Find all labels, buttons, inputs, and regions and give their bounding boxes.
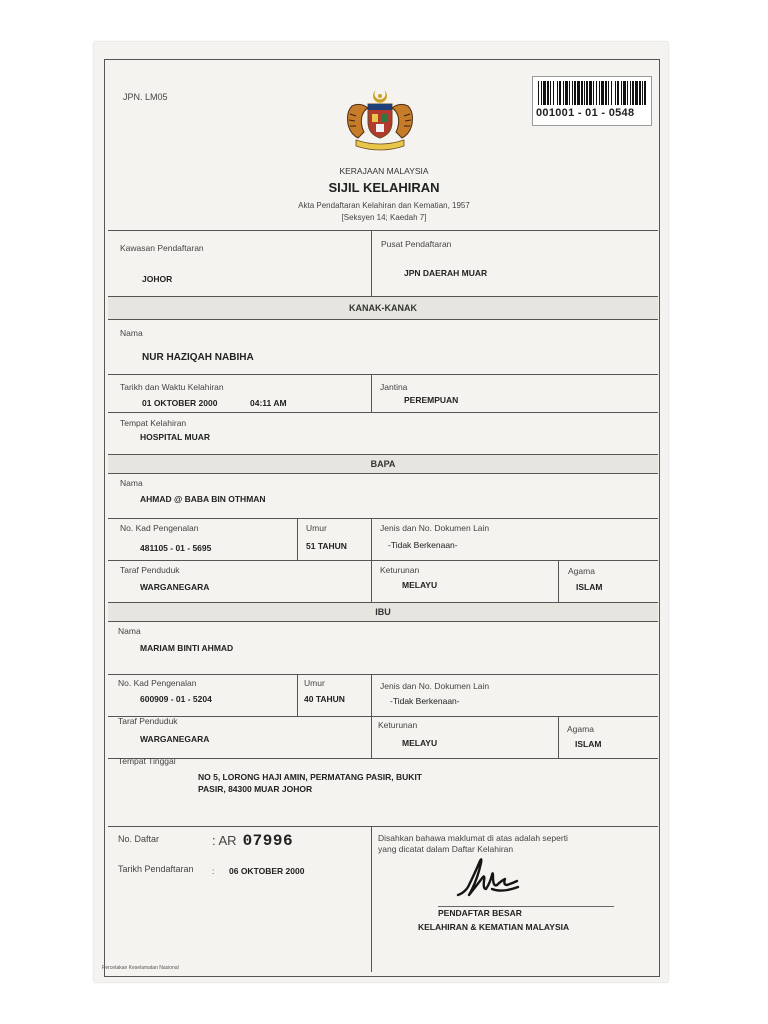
child-pob-label: Tempat Kelahiran [120,418,187,428]
divider [108,374,658,375]
father-ic-value: 481105 - 01 - 5695 [140,543,212,553]
divider [371,674,372,716]
coat-of-arms-icon [338,86,422,152]
barcode-bar [553,81,554,105]
barcode-bar [621,81,622,105]
father-religion-label: Agama [568,566,595,576]
mother-name-value: MARIAM BINTI AHMAD [140,643,234,653]
mother-race-label: Keturunan [378,720,418,730]
barcode-icon [537,81,647,105]
child-dob-label: Tarikh dan Waktu Kelahiran [120,382,224,392]
mother-name-label: Nama [118,626,141,636]
barcode-bar [541,81,542,105]
printer-imprint: Percetakan Keselamatan Nasional [102,965,179,971]
father-name-value: AHMAD @ BABA BIN OTHMAN [140,494,266,504]
address-line-2: PASIR, 84300 MUAR JOHOR [198,784,313,794]
registration-area-label: Kawasan Pendaftaran [120,243,204,253]
child-pob-value: HOSPITAL MUAR [140,432,211,442]
divider [371,560,372,602]
reg-no-value: 07996 [242,832,294,850]
father-section-heading: BAPA [108,454,658,474]
child-name-value: NUR HAZIQAH NABIHA [142,352,254,363]
divider [371,230,372,296]
barcode-bar [589,81,592,105]
barcode-bar [565,81,568,105]
barcode-bar [569,81,570,105]
barcode-bar [617,81,619,105]
barcode-bar [572,81,573,105]
barcode-bar [559,81,561,105]
address-line-1: NO 5, LORONG HAJI AMIN, PERMATANG PASIR, BUKIT [198,772,422,782]
barcode-bar [608,81,609,105]
mother-age-label: Umur [304,678,325,688]
child-section-heading: KANAK-KANAK [108,296,658,320]
barcode-bar [543,81,546,105]
divider [108,716,658,717]
registration-centre-value: JPN DAERAH MUAR [404,268,488,278]
divider [108,674,658,675]
barcode-bar [596,81,597,105]
divider [108,560,658,561]
barcode-bar [615,81,616,105]
barcode-bar [623,81,626,105]
barcode-bar [627,81,628,105]
barcode-bar [599,81,600,105]
mother-status-value: WARGANEGARA [140,734,210,744]
child-sex-label: Jantina [380,382,408,392]
barcode-bar [574,81,576,105]
father-doc-label: Jenis dan No. Dokumen Lain [380,523,490,533]
barcode-bar [581,81,583,105]
mother-doc-label: Jenis dan No. Dokumen Lain [380,681,490,691]
barcode-bar [593,81,594,105]
divider [371,826,372,972]
form-code: JPN. LM05 [123,92,168,102]
certificate-title: SIJIL KELAHIRAN [328,180,440,195]
barcode-bar [577,81,580,105]
divider [297,518,298,560]
mother-status-label: Taraf Penduduk [118,716,178,726]
father-religion-value: ISLAM [576,582,603,592]
barcode-bar [635,81,638,105]
barcode-bar [563,81,564,105]
signature-icon [452,855,526,903]
father-race-value: MELAYU [402,580,438,590]
registration-area-value: JOHOR [142,274,173,284]
divider [371,716,372,758]
divider [108,412,658,413]
mother-address-label: Tempat Tinggal [118,756,176,766]
rule-reference: [Seksyen 14; Kaedah 7] [341,213,427,222]
mother-section-heading: IBU [108,602,658,622]
registrar-title: PENDAFTAR BESAR [438,908,522,918]
barcode-bar [644,81,646,105]
reg-date-label: Tarikh Pendaftaran [118,864,194,874]
father-ic-label: No. Kad Pengenalan [120,523,199,533]
divider [108,826,658,827]
child-name-label: Nama [120,328,143,338]
mother-race-value: MELAYU [402,738,438,748]
barcode-bar [538,81,539,105]
certification-text [378,833,618,855]
father-age-label: Umur [306,523,327,533]
divider [371,518,372,560]
father-age-value: 51 TAHUN [306,541,347,551]
barcode-bar [601,81,604,105]
divider [558,716,559,758]
barcode-bar [642,81,643,105]
barcode-bar [550,81,551,105]
divider [108,758,658,759]
signature-line [438,906,614,907]
barcode-bar [639,81,641,105]
mother-ic-value: 600909 - 01 - 5204 [140,694,212,704]
mother-address [198,771,478,795]
divider [108,230,658,231]
father-status-label: Taraf Penduduk [120,565,180,575]
reg-date-colon: : [212,866,215,876]
father-race-label: Keturunan [380,565,420,575]
registration-centre-label: Pusat Pendaftaran [381,239,452,249]
barcode-bar [632,81,634,105]
barcode-bar [605,81,607,105]
reg-no-label: No. Daftar [118,834,160,844]
mother-religion-value: ISLAM [575,739,602,749]
certification-line-1: Disahkan bahawa maklumat di atas adalah seperti [378,833,568,843]
divider [297,674,298,716]
divider [371,374,372,412]
divider [558,560,559,602]
child-dob-time: 04:11 AM [250,398,287,408]
mother-ic-label: No. Kad Pengenalan [118,678,197,688]
mother-age-value: 40 TAHUN [304,694,345,704]
reg-date-value: 06 OKTOBER 2000 [229,866,305,876]
certification-line-2: yang dicatat dalam Daftar Kelahiran [378,844,514,854]
reg-no-prefix: : AR [212,833,237,848]
barcode-bar [586,81,588,105]
divider [108,518,658,519]
serial-number: 001001 - 01 - 0548 [536,107,635,119]
act-reference: Akta Pendaftaran Kelahiran dan Kematian, 1957 [298,201,470,210]
reg-no [212,832,293,850]
barcode-bar [630,81,631,105]
government-heading: KERAJAAN MALAYSIA [339,166,429,176]
registrar-department: KELAHIRAN & KEMATIAN MALAYSIA [418,922,570,932]
mother-religion-label: Agama [567,724,594,734]
child-dob-date: 01 OKTOBER 2000 [142,398,218,408]
serial-barcode-box [532,76,652,126]
father-status-value: WARGANEGARA [140,582,210,592]
barcode-bar [557,81,558,105]
barcode-bar [611,81,612,105]
father-name-label: Nama [120,478,143,488]
barcode-bar [547,81,549,105]
barcode-bar [584,81,585,105]
child-sex-value: PEREMPUAN [404,395,459,405]
mother-doc-value: -Tidak Berkenaan- [390,696,460,706]
father-doc-value: -Tidak Berkenaan- [388,540,458,550]
